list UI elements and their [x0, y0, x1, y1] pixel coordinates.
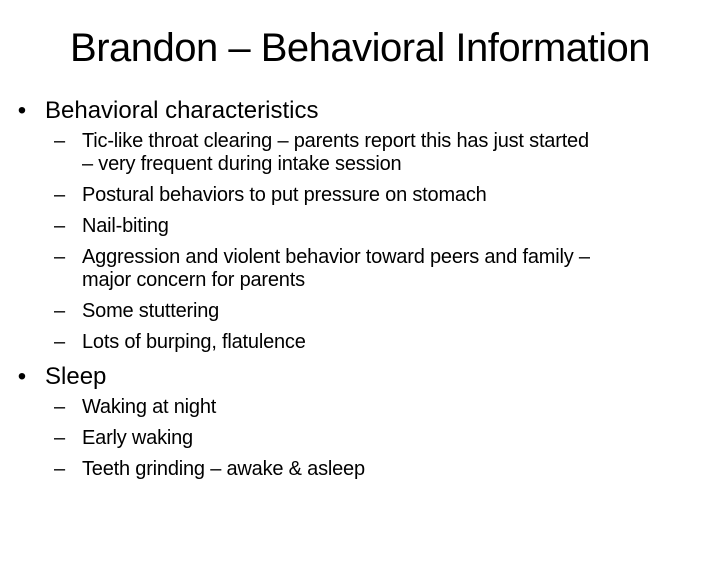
bullet-behavioral-characteristics — [0, 96, 720, 126]
list-item-text: Tic-like throat clearing – parents report this has just started — [82, 130, 589, 152]
list-item — [0, 184, 720, 207]
slide-title: Brandon – Behavioral Information — [70, 26, 650, 70]
list-item-text: Teeth grinding – awake & asleep — [82, 458, 365, 480]
list-item-text: Waking at night — [82, 396, 217, 418]
dash-icon: – — [54, 300, 65, 322]
bullet-icon: • — [17, 363, 27, 390]
list-item — [0, 458, 720, 481]
dash-icon: – — [54, 246, 65, 268]
list-item-text: Postural behaviors to put pressure on stomach — [82, 184, 487, 206]
list-item — [0, 300, 720, 323]
slide-body — [0, 96, 720, 489]
bullet-icon: • — [17, 97, 27, 124]
list-item-text: Nail-biting — [82, 215, 169, 237]
dash-icon: – — [54, 130, 65, 152]
dash-icon: – — [54, 458, 65, 480]
dash-icon: – — [54, 215, 65, 237]
list-item — [0, 396, 720, 419]
dash-icon: – — [54, 427, 65, 449]
list-item — [0, 130, 720, 176]
list-item — [0, 427, 720, 450]
list-item — [0, 246, 720, 292]
dash-icon: – — [54, 331, 65, 353]
section-heading: Sleep — [45, 363, 107, 390]
list-item-text-continued: – very frequent during intake session — [82, 153, 402, 175]
dash-icon: – — [54, 396, 65, 418]
dash-icon: – — [54, 184, 65, 206]
list-item-text: Lots of burping, flatulence — [82, 331, 306, 353]
section-heading: Behavioral characteristics — [45, 97, 319, 124]
list-item — [0, 215, 720, 238]
bullet-sleep — [0, 362, 720, 392]
list-item — [0, 331, 720, 354]
list-item-text: Early waking — [82, 427, 193, 449]
list-item-text-continued: major concern for parents — [82, 269, 305, 291]
list-item-text: Some stuttering — [82, 300, 220, 322]
list-item-text: Aggression and violent behavior toward peers and family – — [82, 246, 590, 268]
